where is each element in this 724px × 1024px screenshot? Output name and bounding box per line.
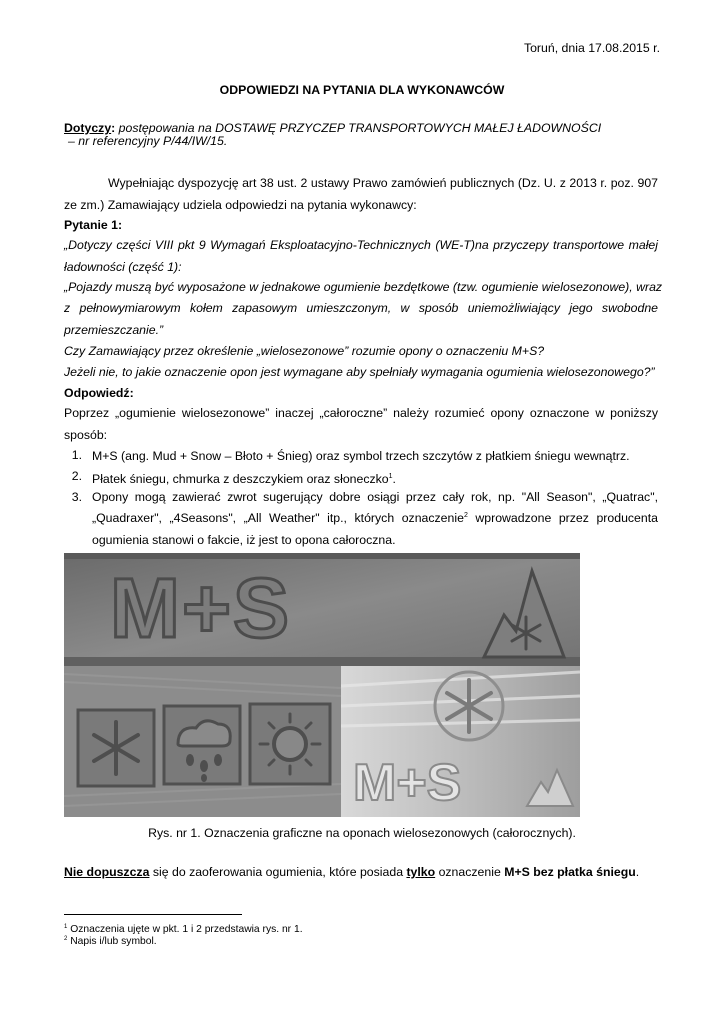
final-emphasis: Nie dopuszcza	[64, 865, 150, 879]
list-number: 2.	[71, 469, 82, 483]
footnote-mark: 1	[64, 924, 68, 930]
answer-intro-line-1: Poprzez „ogumienie wielosezonowe” inaczej „całoroczne” należy rozumieć opony oznaczone w poniższy	[64, 406, 658, 420]
subject-text: postępowania na DOSTAWĘ PRZYCZEP TRANSPORTOWYCH MAŁEJ ŁADOWNOŚCI	[115, 121, 602, 135]
page-title: ODPOWIEDZI NA PYTANIA DLA WYKONAWCÓW	[219, 83, 505, 97]
footnote	[64, 933, 157, 948]
question-line: ładowności (część 1):	[64, 260, 182, 274]
tire-photo-ms-mountain	[64, 553, 580, 666]
tire-photo-ms-snowflake	[341, 666, 580, 817]
footnote-text: Napis i/lub symbol.	[67, 936, 157, 947]
footnote-ref: 2	[463, 512, 468, 519]
subject-reference: – nr referencyjny P/44/IW/15.	[68, 134, 228, 148]
question-line: „Dotyczy części VIII pkt 9 Wymagań Eksploatacyjno-Technicznych (WE-T)na przyczepy transportowe małej	[64, 238, 658, 252]
final-text: .	[635, 865, 640, 879]
question-line: „Pojazdy muszą być wyposażone w jednakowe ogumienie bezdętkowe (tzw. ogumienie wielosezonowe), wraz	[64, 280, 663, 294]
tire-photo-weather-symbols	[64, 666, 341, 817]
list-item-text	[92, 469, 396, 487]
list-number: 1.	[71, 448, 82, 462]
sun-icon	[250, 704, 330, 784]
answer-heading: Odpowiedź:	[64, 386, 134, 400]
footnote-ref: 1	[388, 473, 393, 480]
intro-line-1: Wypełniając dyspozycję art 38 ust. 2 ustawy Prawo zamówień publicznych (Dz. U. z 2013 r. poz. 907	[108, 176, 658, 190]
intro-line-2: ze zm.) Zamawiający udziela odpowiedzi na pytania wykonawcy:	[64, 198, 417, 212]
list-item-end: .	[392, 472, 396, 486]
question-heading: Pytanie 1:	[64, 218, 123, 232]
list-item-text: M+S (ang. Mud + Snow – Błoto + Śnieg) oraz symbol trzech szczytów z płatkiem śniegu wewnątrz.	[92, 449, 630, 463]
final-emphasis: M+S bez płatka śniegu	[504, 865, 636, 879]
question-line: przemieszczanie.”	[64, 323, 164, 337]
subject-label: Dotyczy	[64, 121, 112, 135]
final-text: oznaczenie	[435, 865, 505, 879]
cloud-rain-icon	[164, 706, 240, 784]
list-item-text: Opony mogą zawierać zwrot sugerujący dobre osiągi przez cały rok, np. "All Season", „Quatrac",	[92, 490, 658, 504]
answer-intro-line-2: sposób:	[64, 428, 108, 442]
question-line: Jeżeli nie, to jakie oznaczenie opon jest wymagane aby spełniały wymagania ogumienia wielosezonowego?”	[64, 365, 655, 379]
final-statement	[64, 864, 639, 880]
question-line: z pełnowymiarowym kołem zapasowym umieszczonym, w sposób uniemożliwiający jego swobodne	[64, 301, 658, 315]
snowflake-icon	[78, 710, 154, 786]
place-date: Toruń, dnia 17.08.2015 r.	[523, 41, 660, 55]
list-item-main: „Quadraxer", „4Seasons", „All Weather" itp., których oznaczenie	[92, 511, 464, 525]
list-item-end: wprowadzone przez producenta	[467, 511, 658, 525]
list-number: 3.	[71, 490, 82, 504]
ms-letters-bottom: M+S	[353, 754, 462, 812]
figure-caption: Rys. nr 1. Oznaczenia graficzne na oponach wielosezonowych (całorocznych).	[148, 826, 576, 840]
footnote-divider	[64, 914, 242, 915]
footnote-text: Oznaczenia ujęte w pkt. 1 i 2 przedstawia rys. nr 1.	[67, 924, 303, 935]
list-item-text	[92, 511, 658, 525]
list-item-main: Płatek śniegu, chmurka z deszczykiem oraz słoneczko	[92, 472, 389, 486]
final-emphasis: tylko	[406, 865, 436, 879]
subject-colon: :	[111, 121, 116, 135]
footnote-mark: 2	[64, 936, 68, 942]
ms-letters-top: M+S	[110, 561, 292, 655]
list-item-text: ogumienia stanowi o fakcie, iż jest to opona całoroczna.	[92, 533, 396, 547]
final-text: się do zaoferowania ogumienia, które posiada	[149, 865, 407, 879]
question-line: Czy Zamawiający przez określenie „wielosezonowe” rozumie opony o oznaczeniu M+S?	[64, 344, 545, 358]
